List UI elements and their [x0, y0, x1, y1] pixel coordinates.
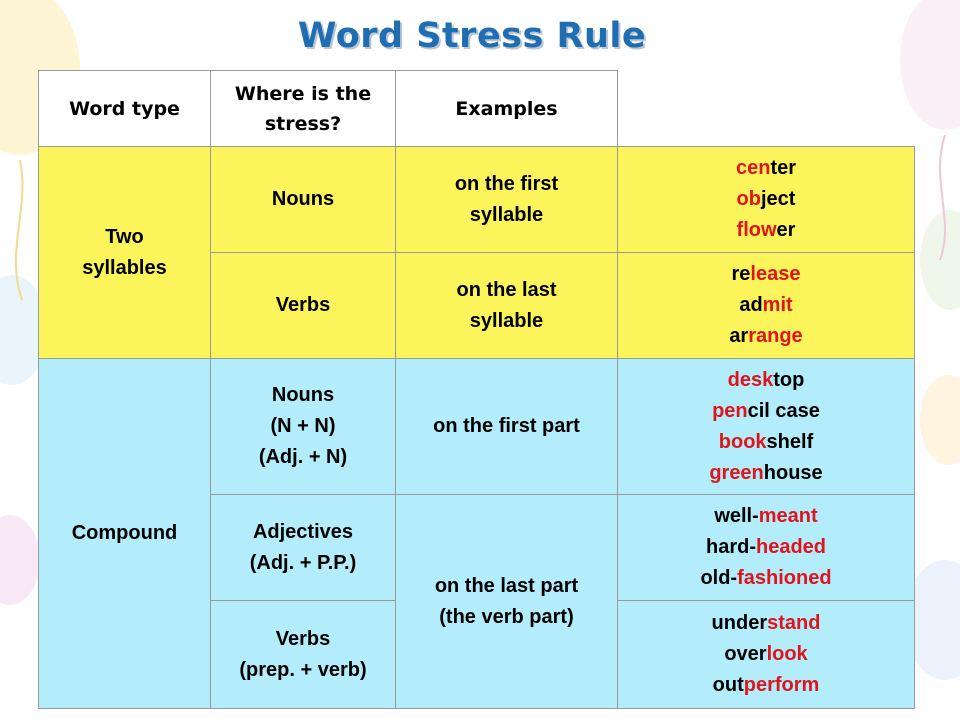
group-label-line: syllables	[82, 256, 167, 279]
unstressed-syllable: cil case	[747, 399, 820, 422]
example-word	[622, 153, 910, 184]
stressed-syllable: meant	[758, 505, 818, 527]
stressed-syllable: stand	[767, 612, 821, 634]
header-where: Where is the stress?	[211, 71, 396, 147]
where-line: on the first	[454, 172, 559, 195]
type-cell	[211, 147, 396, 253]
stressed-syllable: flow	[736, 219, 777, 241]
unstressed-syllable: shelf	[766, 430, 814, 453]
where-line: syllable	[469, 309, 544, 332]
stressed-syllable: pen	[712, 399, 748, 422]
word-stress-table	[38, 70, 915, 709]
examples-cell	[618, 601, 915, 709]
unstressed-syllable: ter	[770, 157, 797, 179]
type-cell	[211, 495, 396, 601]
stressed-syllable: perform	[743, 674, 820, 696]
type-cell	[211, 253, 396, 359]
example-word	[622, 259, 910, 290]
stressed-syllable: lease	[750, 263, 801, 285]
where-line: syllable	[469, 203, 544, 226]
unstressed-syllable: old-	[700, 567, 738, 589]
stressed-syllable: fashioned	[737, 567, 832, 589]
type-label: Verbs	[275, 294, 331, 316]
examples-cell	[618, 359, 915, 495]
example-word	[622, 639, 910, 670]
unstressed-syllable: under	[711, 612, 768, 634]
example-word	[622, 563, 910, 594]
row-compound-nouns	[39, 359, 915, 495]
where-cell	[396, 253, 618, 359]
type-label: Adjectives	[252, 520, 354, 543]
where-line: on the last	[456, 278, 557, 301]
unstressed-syllable: well-	[714, 505, 759, 527]
type-label: Nouns	[271, 384, 335, 406]
examples-cell	[618, 495, 915, 601]
example-word	[622, 532, 910, 563]
unstressed-syllable: house	[763, 461, 823, 484]
examples-cell	[618, 253, 915, 359]
example-word	[622, 501, 910, 532]
example-word	[622, 427, 910, 458]
page-title: Word Stress Rule	[297, 16, 647, 56]
header-row	[39, 71, 915, 147]
examples-cell	[618, 147, 915, 253]
group-compound: Compound	[39, 359, 211, 709]
type-label: Verbs	[275, 627, 331, 650]
unstressed-syllable: hard-	[705, 536, 756, 558]
example-word	[622, 458, 910, 489]
row-two-syllable-nouns	[39, 147, 915, 253]
where-line: (the verb part)	[439, 605, 574, 628]
unstressed-syllable: ar	[729, 325, 749, 347]
group-two-syllables	[39, 147, 211, 359]
type-cell	[211, 359, 396, 495]
stressed-syllable: book	[718, 430, 767, 453]
type-label: (Adj. + P.P.)	[249, 551, 357, 574]
unstressed-syllable: top	[773, 368, 805, 391]
stressed-syllable: cen	[735, 157, 771, 179]
stressed-syllable: green	[709, 461, 764, 484]
example-word	[622, 396, 910, 427]
header-word-type: Word type	[39, 71, 211, 147]
example-word	[622, 290, 910, 321]
where-cell-last-part	[396, 495, 618, 709]
unstressed-syllable: ad	[739, 294, 763, 316]
stressed-syllable: ob	[736, 188, 761, 210]
example-word	[622, 608, 910, 639]
type-label: (N + N)	[270, 415, 336, 437]
example-word	[622, 670, 910, 701]
group-label-line: Two	[105, 225, 144, 248]
type-label: (prep. + verb)	[239, 658, 367, 681]
where-cell	[396, 147, 618, 253]
example-word	[622, 184, 910, 215]
stressed-syllable: mit	[762, 294, 793, 316]
stressed-syllable: headed	[755, 536, 827, 558]
unstressed-syllable: ject	[760, 188, 796, 210]
where-cell: on the first part	[396, 359, 618, 495]
unstressed-syllable: over	[724, 643, 767, 665]
unstressed-syllable: er	[776, 219, 796, 241]
type-cell	[211, 601, 396, 709]
type-label: Nouns	[271, 188, 335, 210]
example-word	[622, 215, 910, 246]
stressed-syllable: range	[748, 325, 803, 347]
example-word	[622, 321, 910, 352]
header-examples: Examples	[396, 71, 618, 147]
where-line: on the last part	[434, 574, 579, 597]
example-word	[622, 365, 910, 396]
stressed-syllable: desk	[727, 368, 774, 391]
unstressed-syllable: re	[731, 263, 751, 285]
stressed-syllable: look	[766, 643, 808, 665]
unstressed-syllable: out	[712, 674, 744, 696]
type-label: (Adj. + N)	[258, 446, 348, 468]
